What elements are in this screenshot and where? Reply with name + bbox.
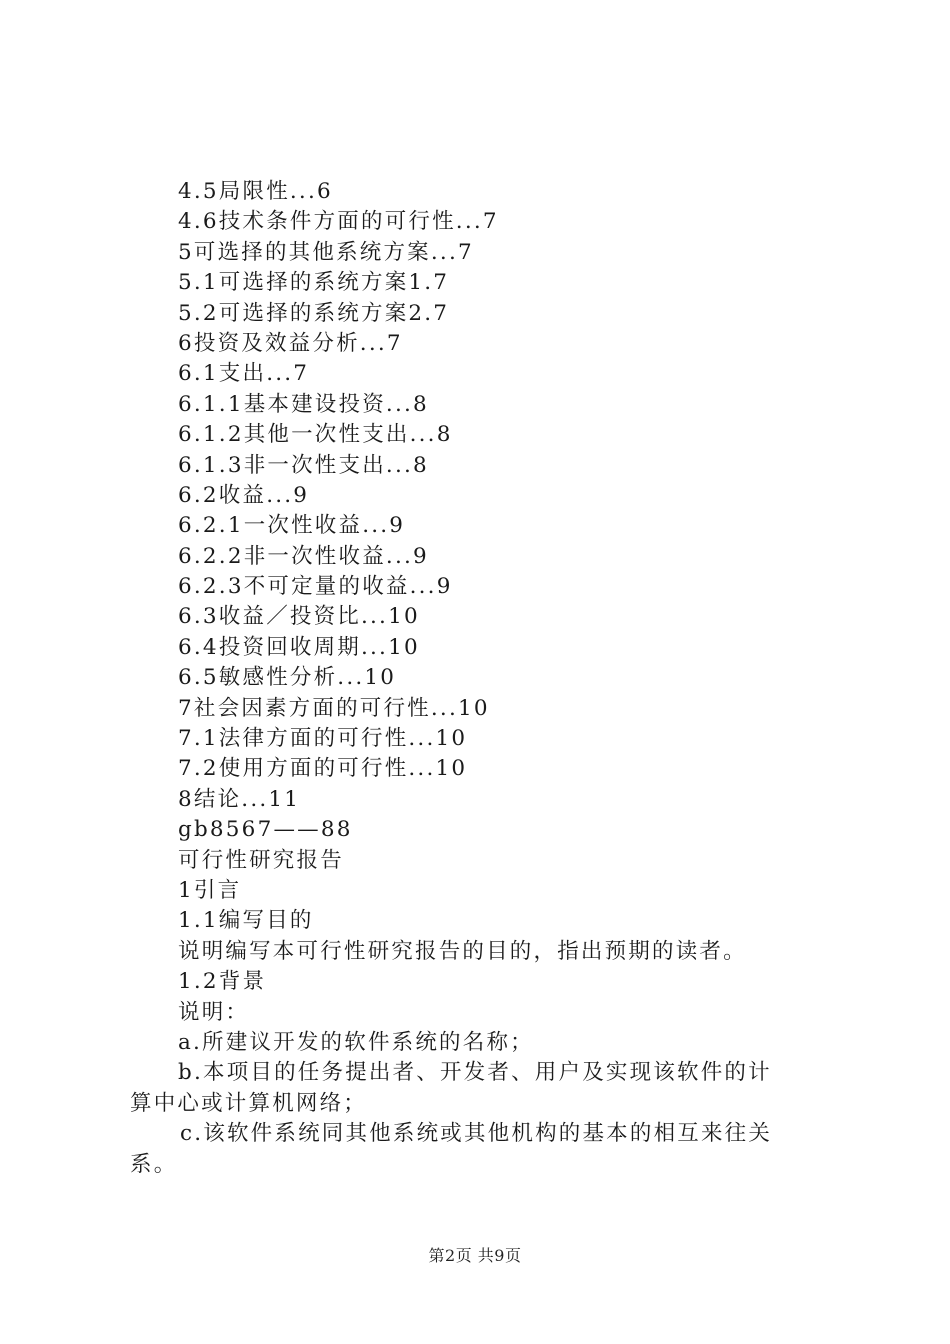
toc-entry: 8结论...11 bbox=[178, 786, 301, 812]
section-heading: 1引言 bbox=[178, 877, 242, 903]
toc-entry: 6.2.2非一次性收益...9 bbox=[178, 543, 429, 569]
list-item-a: a.所建议开发的软件系统的名称； bbox=[178, 1029, 534, 1055]
document-title: 可行性研究报告 bbox=[178, 847, 344, 873]
toc-entry: 7社会因素方面的可行性...10 bbox=[178, 695, 490, 721]
toc-entry: 6.1.2其他一次性支出...8 bbox=[178, 422, 453, 448]
page-footer: 第2页 共9页 bbox=[428, 1246, 522, 1265]
list-item-b-line1: b.本项目的任务提出者、开发者、用户及实现该软件的计 bbox=[178, 1060, 772, 1086]
subsection-heading: 1.2背景 bbox=[178, 969, 267, 995]
standard-code: gb8567——88 bbox=[178, 817, 353, 843]
subsection-heading: 1.1编写目的 bbox=[178, 908, 314, 934]
toc-entry: 6.5敏感性分析...10 bbox=[178, 665, 397, 691]
toc-entry: 5.1可选择的系统方案1.7 bbox=[178, 270, 450, 296]
toc-entry: 7.1法律方面的可行性...10 bbox=[178, 726, 468, 752]
toc-entry: 6.2收益...9 bbox=[178, 482, 310, 508]
toc-entry: 6.4投资回收周期...10 bbox=[178, 634, 420, 660]
toc-entry: 6投资及效益分析...7 bbox=[178, 330, 403, 356]
toc-entry: 6.2.1一次性收益...9 bbox=[178, 513, 406, 539]
paragraph: 说明： bbox=[178, 999, 250, 1025]
toc-entry: 5可选择的其他系统方案...7 bbox=[178, 239, 474, 265]
list-item-c-line2: 系。 bbox=[130, 1151, 178, 1177]
paragraph: 说明编写本可行性研究报告的目的，指出预期的读者。 bbox=[178, 938, 747, 964]
toc-entry: 6.1支出...7 bbox=[178, 361, 310, 387]
toc-entry: 6.3收益／投资比...10 bbox=[178, 604, 420, 630]
list-item-b-line2: 算中心或计算机网络； bbox=[130, 1090, 368, 1116]
toc-entry: 5.2可选择的系统方案2.7 bbox=[178, 300, 450, 326]
document-body bbox=[130, 177, 830, 1180]
toc-entry: 6.1.1基本建设投资...8 bbox=[178, 391, 429, 417]
toc-entry: 4.6技术条件方面的可行性...7 bbox=[178, 209, 499, 235]
list-item-c-line1: c.该软件系统同其他系统或其他机构的基本的相互来往关 bbox=[180, 1121, 773, 1147]
toc-entry: 7.2使用方面的可行性...10 bbox=[178, 756, 468, 782]
toc-entry: 6.1.3非一次性支出...8 bbox=[178, 452, 429, 478]
toc-entry: 4.5局限性...6 bbox=[178, 179, 333, 204]
toc-entry: 6.2.3不可定量的收益...9 bbox=[178, 574, 453, 600]
